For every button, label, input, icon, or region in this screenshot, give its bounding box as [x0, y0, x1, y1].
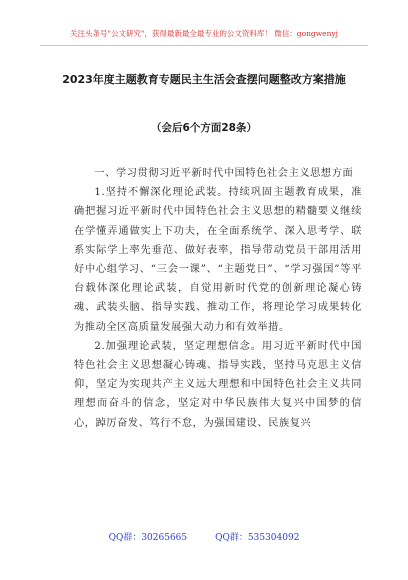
- document-body: [74, 164, 362, 433]
- document-subtitle: （会后6个方面28条）: [151, 122, 257, 134]
- document-title: 2023年度主题教育专题民主生活会查摆问题整改方案措施: [62, 73, 346, 86]
- footer: [0, 532, 408, 544]
- paragraph-1: 1.坚持不懈深化理论武装。持续巩固主题教育成果，准确把握习近平新时代中国特色社会主义思想的精髓要义继续在学懂弄通做实上下功夫，在全面系统学、深入思考学、联系实际学上率先垂范、做好表率，指导带动党员干部用活用好中心组学习、“三会一课”、“主题党日”、“学习强国”等平台载体深化理论武装，自觉用新时代党的创新理论凝心铸魂、武装头脑、指导实践、推动工作，将理论学习成果转化为推动全区高质量发展强大动力和有效举措。: [74, 187, 362, 333]
- header-rule: [40, 45, 368, 46]
- footer-qq-group-2: QQ群：535304092: [215, 533, 300, 543]
- paragraph-2: 2.加强理论武装，坚定理想信念。用习近平新时代中国特色社会主义思想凝心铸魂、指导实践，坚持马克思主义信仰，坚定为实现共产主义远大理想和中国特色社会主义共同理想而奋斗的信念，坚定对中华民族伟大复兴中国梦的信心，踔厉奋发、笃行不怠，为强国建设、民族复兴: [74, 340, 362, 429]
- footer-qq-group-1: QQ群：30265665: [108, 533, 188, 543]
- header-banner: 关注头条号"公文研究"，获得最新最全最专业的公文资料库！ 微信：gongwenyj: [70, 29, 338, 38]
- section-heading: 一、学习贯彻习近平新时代中国特色社会主义思想方面: [94, 168, 354, 179]
